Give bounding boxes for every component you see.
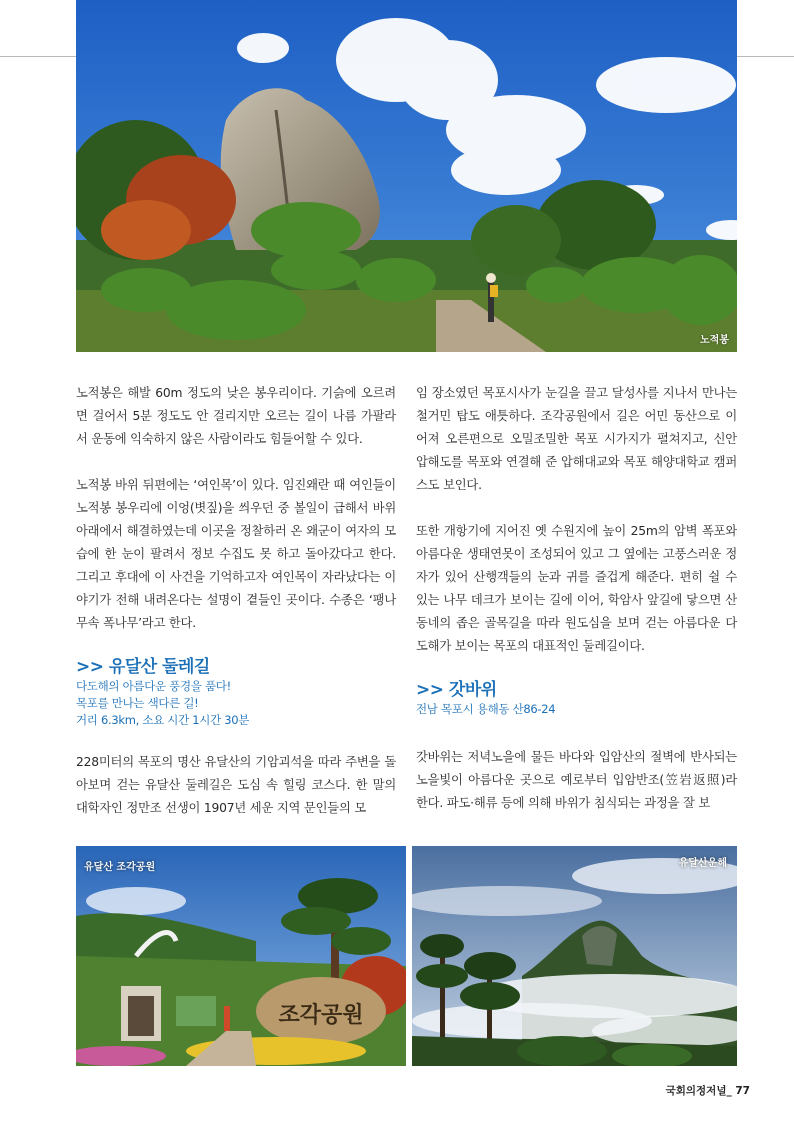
- sign-text: 조각공원: [278, 1002, 364, 1028]
- left-text-column: [76, 382, 396, 820]
- top-rule-left: [0, 56, 76, 57]
- sculpture-park-illustration: [76, 846, 406, 1066]
- hero-illustration: [76, 0, 737, 352]
- section-heading-yudalsan-trail: >> 유달산 둘레길: [76, 657, 210, 677]
- sea-of-clouds-illustration: [412, 846, 737, 1066]
- spacer: [416, 497, 737, 520]
- paragraph-gatbawi: 갓바위는 저녁노을에 물든 바다와 입암산의 절벽에 반사되는 노을빛이 아름다운 곳으로 예로부터 입암반조(笠岩返照)라 한다. 파도·해류 등에 의해 바위가 침식되는 과정을 잘 보: [416, 750, 737, 810]
- hero-photo-nojeokbong: [76, 0, 737, 352]
- paragraph-yeoinmok: 노적봉 바위 뒤편에는 ‘여인목’이 있다. 임진왜란 때 여인들이 노적봉 봉우리에 이엉(볏짚)을 씌우던 중 볼일이 급해서 바위 아래에서 해결하였는데 이곳을 정찰하러 온 왜군이 여자의 모습에 한 눈이 팔려서 정보 수집도 못 하고 돌아갔다고 한다. 그리고 후대에 이 사건을 기억하고자 여인목이 자라났다는 이야기가 전해 내려온다는 설명이 곁들인 곳이다. 수종은 ‘팽나무속 폭나무’라고 한다.: [76, 478, 396, 630]
- paragraph-trail-continued: 임 장소였던 목포시사가 눈길을 끌고 달성사를 지나서 만나는 철거민 탑도 애틋하다. 조각공원에서 길은 어민 동산으로 이어져 오른편으로 오밀조밀한 목포 시가지가 펼쳐지고, 신안 압해도를 목포와 연결해 준 압해대교와 목포 해양대학교 캠퍼스도 보인다.: [416, 386, 737, 492]
- photo-sea-of-clouds: [412, 846, 737, 1066]
- section-subtitle-distance: 거리 6.3km, 소요 시간 1시간 30분: [76, 713, 250, 727]
- paragraph-waterfall: 또한 개항기에 지어진 옛 수원지에 높이 25m의 암벽 폭포와 아름다운 생태연못이 조성되어 있고 그 옆에는 고풍스러운 정자가 있어 산행객들의 눈과 귀를 즐겁게 해준다. 편히 쉴 수 있는 나무 데크가 보이는 길에 이어, 학암사 앞길에 닿으면 산동네의 좁은 골목길을 따라 원도심을 보며 걷는 아름다운 다도해가 보이는 목포의 대표적인 둘레길이다.: [416, 524, 737, 653]
- photo-right-caption: 유달산운해: [678, 858, 727, 869]
- spacer: [76, 729, 396, 751]
- paragraph-yudalsan-trail: 228미터의 목포의 명산 유달산의 기암괴석을 따라 주변을 돌아보며 걷는 유달산 둘레길은 도심 속 힐링 코스다. 한 말의 대학자인 정만조 선생이 1907년 세운 지역 문인들의 모: [76, 755, 396, 815]
- spacer: [416, 718, 737, 746]
- spacer: [76, 451, 396, 474]
- right-text-column: [416, 382, 737, 815]
- hero-caption: 노적봉: [700, 335, 729, 346]
- top-rule-right: [737, 56, 794, 57]
- section-subtitle-2: 목포를 만나는 색다른 길!: [76, 696, 199, 710]
- section-subtitle-address: 전남 목포시 용해동 산86-24: [416, 702, 556, 716]
- spacer: [76, 635, 396, 656]
- photo-left-caption: 유달산 조각공원: [84, 862, 156, 873]
- paragraph-nojeokbong-intro: 노적봉은 해발 60m 정도의 낮은 봉우리이다. 기슭에 오르려면 걸어서 5분 정도도 안 걸리지만 오르는 길이 나름 가팔라서 운동에 익숙하지 않은 사람이라도 힘들어할 수 있다.: [76, 386, 396, 446]
- spacer: [416, 658, 737, 679]
- section-heading-gatbawi: >> 갓바위: [416, 680, 497, 700]
- photo-sculpture-park: [76, 846, 406, 1066]
- section-subtitle-1: 다도해의 아름다운 풍경을 품다!: [76, 679, 231, 693]
- page-footer: 국회의정저널_ 77: [665, 1085, 750, 1097]
